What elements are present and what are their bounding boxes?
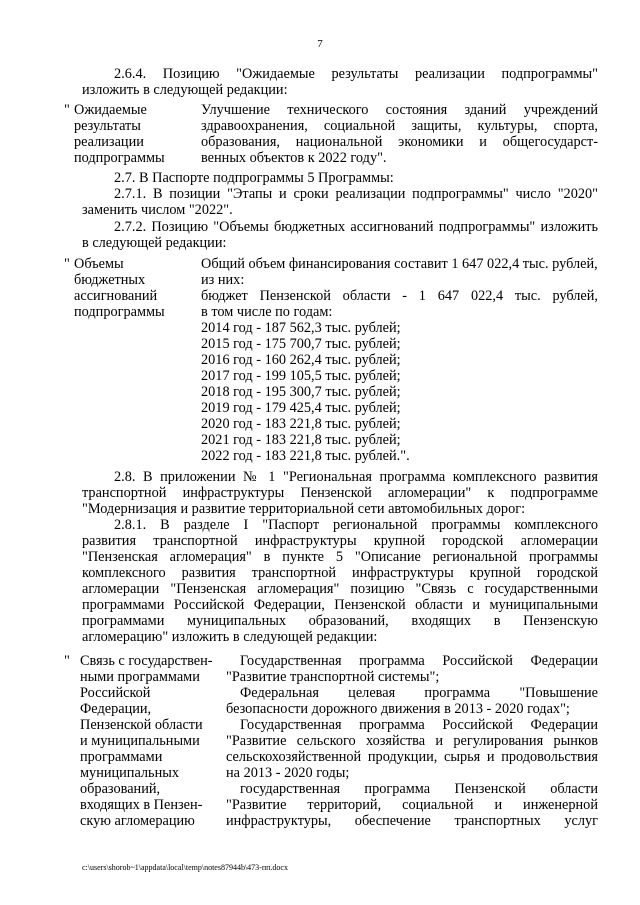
paragraph-line: развития транспортной инфраструктуры крупной городской агломерации: [82, 533, 598, 549]
table-right-cell-line: Государственная программа Российской Федерации: [240, 653, 598, 669]
table-right-cell-line: 2015 год - 175 700,7 тыс. рублей;: [201, 336, 401, 352]
table-right-cell-line: 2022 год - 183 221,8 тыс. рублей.".: [201, 448, 410, 464]
table-left-cell-line: Объемы: [74, 256, 124, 272]
table-left-cell-line: программами: [80, 749, 163, 765]
open-quote: ": [64, 256, 70, 272]
table-right-cell-line: Федеральная целевая программа "Повышение: [240, 685, 598, 701]
table-left-cell-line: ассигнований: [74, 288, 158, 304]
table-left-cell-line: подпрограммы: [74, 304, 165, 320]
paragraph-line: "Модернизация и развитие территориальной сети автомобильных дорог:: [82, 501, 526, 517]
table-right-cell-line: Улучшение технического состояния зданий учреждений: [201, 102, 598, 118]
paragraph-line: программами муниципальных образований, входящих в Пензенскую: [82, 613, 598, 629]
table-right-cell-line: 2021 год - 183 221,8 тыс. рублей;: [201, 432, 401, 448]
table-left-cell-line: подпрограммы: [74, 150, 165, 166]
table-left-cell-line: Связь с государствен-: [80, 653, 213, 669]
table-right-cell-line: 2014 год - 187 562,3 тыс. рублей;: [201, 320, 401, 336]
table-right-cell-line: в том числе по годам:: [201, 304, 333, 320]
table-right-cell-line: 2016 год - 160 262,4 тыс. рублей;: [201, 352, 401, 368]
table-right-cell-line: образования, национальной экономики и общегосударст-: [201, 134, 598, 150]
paragraph-line: заменить числом "2022".: [82, 202, 233, 218]
table-right-cell-line: Общий объем финансирования составит 1 647 022,4 тыс. рублей,: [201, 256, 598, 272]
table-left-cell-line: муниципальных: [80, 765, 179, 781]
paragraph-line: в следующей редакции:: [82, 235, 227, 251]
paragraph-line: 2.6.4. Позицию "Ожидаемые результаты реализации подпрограммы": [114, 66, 598, 82]
open-quote: ": [64, 102, 70, 118]
paragraph-line: программами Российской Федерации, Пензенской области и муниципальными: [82, 597, 598, 613]
table-right-cell-line: "Развитие территорий, социальной и инженерной: [226, 797, 598, 813]
paragraph-line: "Пензенская агломерация" в пункте 5 "Описание региональной программы: [82, 549, 598, 565]
table-right-cell-line: Государственная программа Российской Федерации: [240, 717, 598, 733]
table-left-cell-line: скую агломерацию: [80, 813, 195, 829]
footer-file-path: c:\users\shorob~1\appdata\local\temp\notes87944b\473-пп.docx: [82, 863, 288, 872]
paragraph-line: 2.7.2. Позицию "Объемы бюджетных ассигнований подпрограммы" изложить: [114, 219, 598, 235]
table-right-cell-line: сельскохозяйственной продукции, сырья и продовольствия: [226, 749, 598, 765]
table-right-cell-line: венных объектов к 2022 году".: [201, 150, 387, 166]
table-right-cell-line: 2018 год - 195 300,7 тыс. рублей;: [201, 384, 401, 400]
table-left-cell-line: Пензенской области: [80, 717, 203, 733]
table-right-cell-line: бюджет Пензенской области - 1 647 022,4 тыс. рублей,: [201, 288, 598, 304]
table-left-cell-line: входящих в Пензен-: [80, 797, 203, 813]
table-left-cell-line: ными программами: [80, 669, 200, 685]
table-left-cell-line: Ожидаемые: [74, 102, 147, 118]
table-right-cell-line: 2017 год - 199 105,5 тыс. рублей;: [201, 368, 401, 384]
table-left-cell-line: бюджетных: [74, 272, 146, 288]
table-right-cell-line: 2020 год - 183 221,8 тыс. рублей;: [201, 416, 401, 432]
table-right-cell-line: здравоохранения, социальной защиты, культуры, спорта,: [201, 118, 598, 134]
paragraph-line: транспортной инфраструктуры Пензенской агломерации" к подпрограмме: [82, 485, 598, 501]
page-number: 7: [317, 38, 323, 50]
table-right-cell-line: государственная программа Пензенской области: [240, 781, 598, 797]
table-left-cell-line: и муниципальными: [80, 733, 200, 749]
paragraph-line: агломерацию" изложить в следующей редакции:: [82, 629, 378, 645]
paragraph-line: 2.8. В приложении № 1 "Региональная программа комплексного развития: [114, 469, 598, 485]
paragraph-line: 2.7. В Паспорте подпрограммы 5 Программы:: [114, 170, 394, 186]
table-left-cell-line: Российской: [80, 685, 151, 701]
table-right-cell-line: инфраструктуры, обеспечение транспортных услуг: [226, 813, 598, 829]
table-right-cell-line: безопасности дорожного движения в 2013 - 2020 годах";: [226, 701, 570, 717]
table-left-cell-line: реализации: [74, 134, 144, 150]
paragraph-line: комплексного развития транспортной инфраструктуры крупной городской: [82, 565, 598, 581]
table-right-cell-line: "Развитие транспортной системы";: [226, 669, 440, 685]
paragraph-line: изложить в следующей редакции:: [82, 82, 288, 98]
open-quote: ": [64, 653, 70, 669]
table-left-cell-line: Федерации,: [80, 701, 152, 717]
paragraph-line: 2.7.1. В позиции "Этапы и сроки реализации подпрограммы" число "2020": [114, 186, 598, 202]
table-left-cell-line: результаты: [74, 118, 141, 134]
paragraph-line: 2.8.1. В разделе I "Паспорт региональной программы комплексного: [114, 517, 598, 533]
table-right-cell-line: на 2013 - 2020 годы;: [226, 765, 350, 781]
table-right-cell-line: из них:: [201, 272, 245, 288]
paragraph-line: агломерации "Пензенская агломерация" позицию "Связь с государственными: [82, 581, 598, 597]
table-right-cell-line: 2019 год - 179 425,4 тыс. рублей;: [201, 400, 401, 416]
table-left-cell-line: образований,: [80, 781, 161, 797]
table-right-cell-line: "Развитие сельского хозяйства и регулирования рынков: [226, 733, 598, 749]
